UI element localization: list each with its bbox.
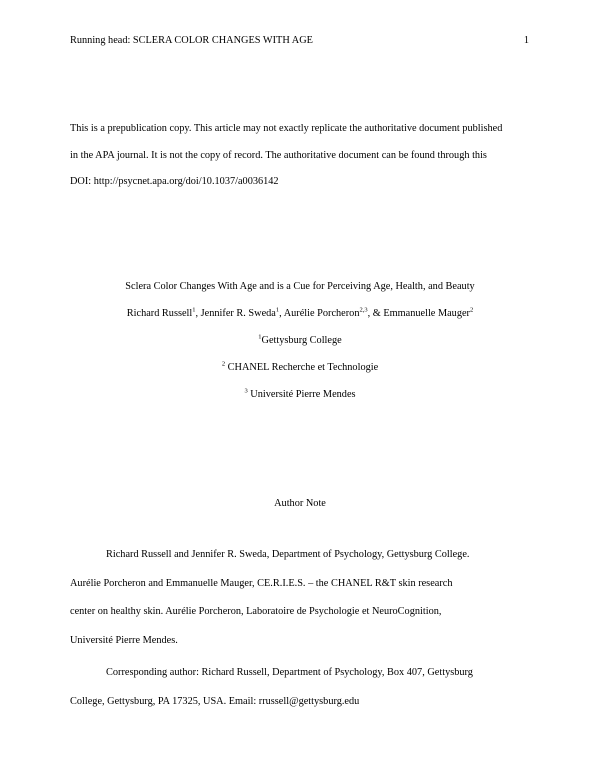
author-note-heading: Author Note	[274, 498, 326, 509]
prepublication-notice	[70, 116, 502, 196]
affiliation-marker: 2	[221, 360, 226, 368]
author-affiliation-marker: 2	[469, 306, 474, 314]
affiliation-name: Université Pierre Mendes	[247, 389, 356, 400]
affiliation	[0, 335, 600, 346]
page-number: 1	[523, 35, 529, 46]
affiliation-marker: 1	[258, 333, 262, 341]
author-name: , & Emmanuelle Mauger	[367, 308, 470, 319]
author-affiliation-marker: 2,3	[359, 306, 368, 314]
affiliation	[0, 362, 600, 373]
affiliation	[0, 389, 600, 400]
paragraph-line: College, Gettysburg, PA 17325, USA. Email: rrussell@gettysburg.edu	[70, 695, 360, 707]
paragraph-line: Richard Russell and Jennifer R. Sweda, Department of Psychology, Gettysburg College.	[106, 549, 470, 560]
paragraph-line: Université Pierre Mendes.	[70, 634, 178, 646]
author-name: , Aurélie Porcheron	[279, 308, 360, 319]
paper-title: Sclera Color Changes With Age and is a Cue for Perceiving Age, Health, and Beauty	[125, 281, 475, 292]
author-name: Richard Russell	[126, 308, 193, 319]
author-list	[0, 308, 600, 319]
notice-line: in the APA journal. It is not the copy of record. The authoritative document can be found through this	[70, 149, 487, 161]
author-affiliation-marker: 1	[275, 306, 280, 314]
paragraph-line: center on healthy skin. Aurélie Porcheron, Laboratoire de Psychologie et NeuroCognition,	[70, 606, 442, 617]
author-note-paragraph	[70, 541, 540, 655]
notice-line: This is a prepublication copy. This article may not exactly replicate the authoritative document published	[70, 123, 503, 134]
running-head: Running head: SCLERA COLOR CHANGES WITH AGE	[70, 35, 313, 46]
affiliation-name: CHANEL Recherche et Technologie	[225, 362, 379, 373]
affiliation-marker: 3	[244, 387, 248, 395]
affiliation-name: Gettysburg College	[261, 335, 342, 346]
paragraph-line: Aurélie Porcheron and Emmanuelle Mauger, CE.R.I.E.S. – the CHANEL R&T skin research	[70, 577, 453, 589]
author-affiliation-marker: 1	[192, 306, 196, 314]
paragraph-line: Corresponding author: Richard Russell, Department of Psychology, Box 407, Gettysburg	[106, 667, 473, 678]
notice-doi-line: DOI: http://psycnet.apa.org/doi/10.1037/a0036142	[70, 176, 279, 187]
author-name: , Jennifer R. Sweda	[195, 308, 276, 319]
corresponding-author-paragraph	[70, 659, 540, 716]
